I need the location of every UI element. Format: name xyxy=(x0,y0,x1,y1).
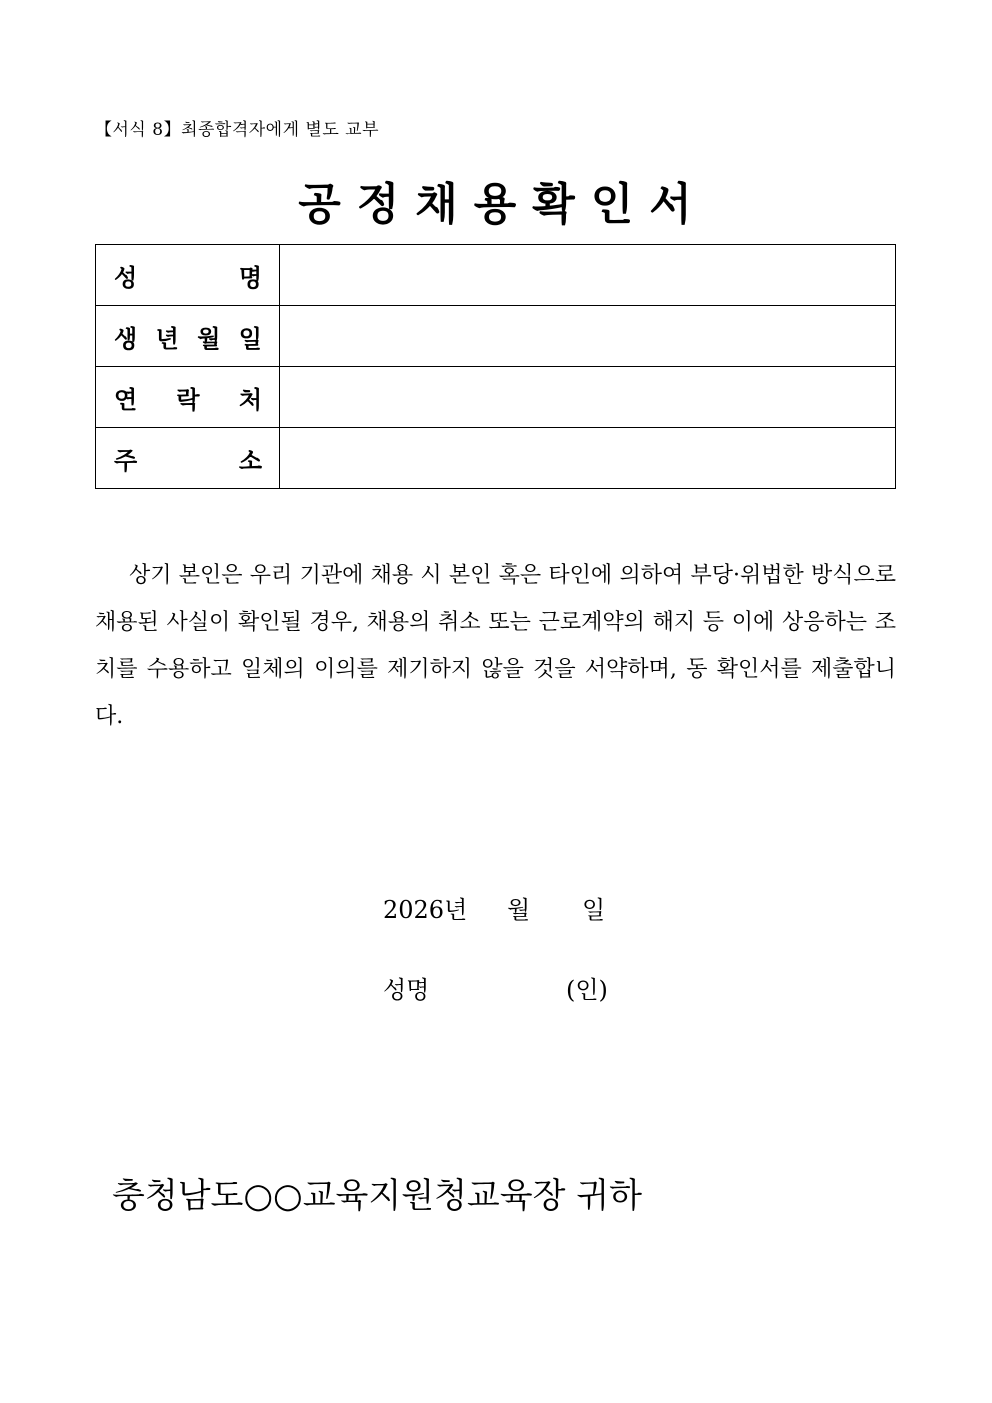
document-title: 공정채용확인서 xyxy=(298,179,708,230)
personal-info-table xyxy=(95,244,896,489)
table-row xyxy=(96,367,896,428)
form-number-label: 【서식 8】최종합격자에게 별도 교부 xyxy=(95,120,380,140)
contact-label-cell xyxy=(96,367,280,428)
table-row xyxy=(96,428,896,489)
birthdate-value-field[interactable] xyxy=(280,306,896,367)
contact-value-field[interactable] xyxy=(280,367,896,428)
field-label: 성 명 xyxy=(114,263,262,292)
pledge-paragraph: 상기 본인은 우리 기관에 채용 시 본인 혹은 타인에 의하여 부당·위법한 방식으로 채용된 사실이 확인될 경우, 채용의 취소 또는 근로계약의 해지 등 이에 상응하는 조치를 수용하고 일체의 이의를 제기하지 않을 것을 서약하며, 동 확인서를 제출합니다. xyxy=(95,563,897,729)
table-row xyxy=(96,306,896,367)
date-day: 일 xyxy=(582,896,606,924)
field-label: 생 년 월 일 xyxy=(114,324,262,353)
table-row xyxy=(96,245,896,306)
signature-line xyxy=(383,970,608,1005)
date-year: 2026년 xyxy=(383,896,468,924)
birthdate-label-cell xyxy=(96,306,280,367)
signature-name-label: 성명 xyxy=(383,976,430,1004)
seal-label: (인) xyxy=(566,976,608,1004)
field-label: 주 소 xyxy=(114,446,262,475)
date-month: 월 xyxy=(507,896,531,924)
address-value-field[interactable] xyxy=(280,428,896,489)
field-label: 연 락 처 xyxy=(114,385,262,414)
addressee: 충청남도○○교육지원청교육장 귀하 xyxy=(112,1176,642,1216)
address-label-cell xyxy=(96,428,280,489)
date-line xyxy=(383,890,605,925)
name-value-field[interactable] xyxy=(280,245,896,306)
name-label-cell xyxy=(96,245,280,306)
